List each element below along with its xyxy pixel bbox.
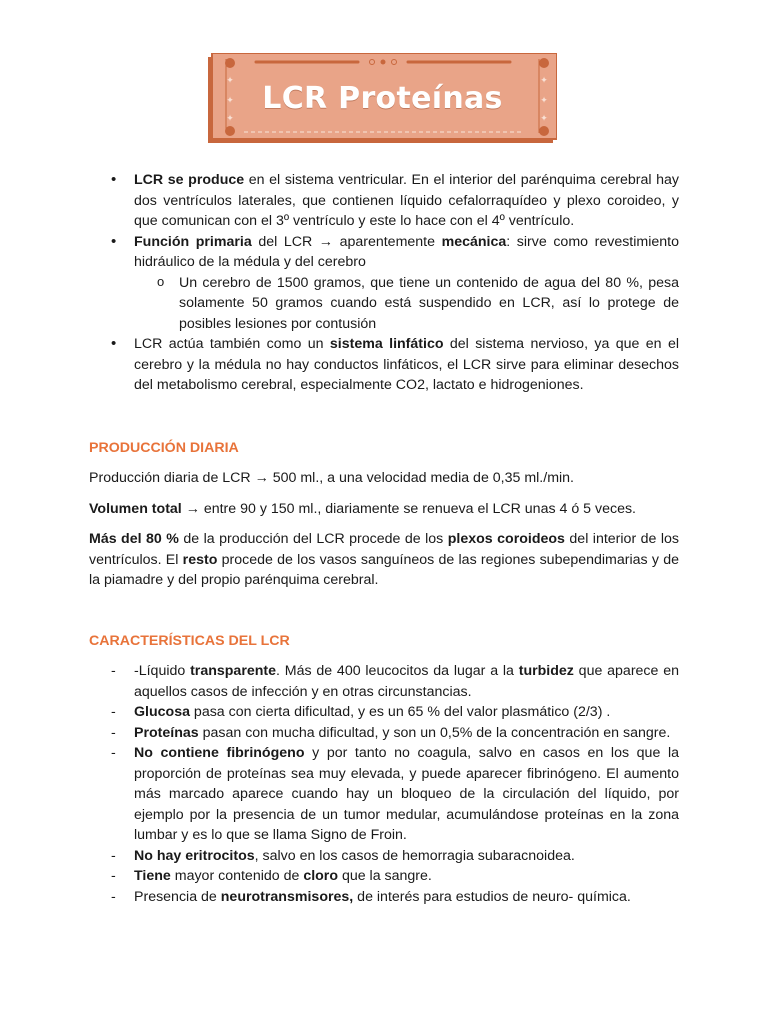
bold-term: LCR se produce — [134, 172, 245, 188]
bold-term: No hay eritrocitos — [134, 847, 255, 864]
bold-term: resto — [182, 551, 218, 568]
svg-text:✦: ✦ — [226, 113, 234, 123]
paragraph-text: de la producción del LCR procede de los — [178, 531, 448, 547]
item-text: LCR actúa también como un — [134, 336, 330, 352]
bold-term: neurotransmisores, — [220, 888, 354, 905]
paragraph-text: del interior de los ventrículos. El — [89, 531, 680, 568]
item-text: pasa con cierta dificultad, y es un 65 % del valor plasmático (2/3) . — [189, 704, 611, 720]
svg-text:✦: ✦ — [540, 75, 548, 85]
item-text: , salvo en los casos de hemorragia subaracnoidea. — [254, 847, 575, 864]
item-text: del sistema nervioso, ya que en el cerebro y la médula no hay conductos linfáticos, el LCR sirve para eliminar desechos del metabolismo cerebral, especialmente CO2, lactato e hidrogeniones. — [134, 336, 679, 393]
item-text: -Líquido — [134, 663, 191, 679]
paragraph: Producción diaria de LCR → 500 ml., a una velocidad media de 0,35 ml./min. — [89, 470, 574, 486]
item-text: : sirve como revestimiento hidráulico de la médula y del cerebro — [134, 233, 679, 270]
bold-term: Tiene — [134, 868, 171, 884]
paragraph — [89, 499, 679, 520]
paragraph — [89, 529, 679, 591]
bold-term: turbidez — [518, 663, 574, 679]
item-text: en el sistema ventricular. En el interior del parénquima cerebral hay dos ventrículos laterales, que contienen líquido cefalorraquídeo y plexo coroideo, y que comunican con el 3º ventrículo y este lo hace con el 4º ventrículo. — [134, 172, 679, 229]
sub-list-item: o Un cerebro de 1500 gramos, que tiene un contenido de agua del 80 %, pesa solamente 50 gramos cuando está suspendido en LCR, así lo protege de posibles lesiones por contusión — [89, 273, 679, 335]
paragraph-text: procede de los vasos sanguíneos de las regiones subependimarias y de la piamadre y del propio parénquima cerebral. — [89, 551, 680, 588]
item-text: que aparece en aquellos casos de infección y en otras circunstancias. — [134, 663, 679, 700]
list-item — [89, 743, 679, 846]
item-text: del LCR → aparentemente — [251, 233, 442, 250]
page-title: LCR Proteínas — [262, 80, 503, 116]
list-item — [89, 866, 679, 887]
section-heading-produccion: PRODUCCIÓN DIARIA — [89, 439, 239, 456]
svg-text:✦: ✦ — [540, 113, 548, 123]
characteristics-list — [89, 661, 679, 907]
bold-term: cloro — [303, 868, 338, 884]
item-text: que la sangre. — [338, 868, 432, 884]
list-item — [89, 661, 679, 702]
section-heading-caracteristicas: CARACTERÍSTICAS DEL LCR — [89, 632, 290, 649]
item-text: mayor contenido de — [170, 868, 304, 884]
svg-text:✦: ✦ — [226, 75, 234, 85]
list-item — [89, 702, 679, 723]
bold-term: mecánica — [441, 233, 507, 250]
item-text: y por tanto no coagula, salvo en casos en los que la proporción de proteínas sea muy elevada, y puede aparecer fibrinógeno. El aumento más marcado aparece cuando hay un bloqueo de la circulación del líquido, por ejemplo por la presencia de un tumor medular, acumulándose proteínas en la zona lumbar y es lo que se llama Signo de Froin. — [134, 745, 679, 843]
paragraph-text: → entre 90 y 150 ml., diariamente se renueva el LCR unas 4 ó 5 veces. — [181, 500, 636, 517]
bold-term: Volumen total — [89, 500, 182, 517]
intro-list — [89, 170, 679, 396]
title-banner — [208, 53, 557, 143]
list-item — [89, 846, 679, 867]
sub-list — [89, 273, 679, 335]
list-item — [89, 232, 679, 335]
bold-term: sistema linfático — [329, 336, 444, 352]
document-body — [89, 170, 679, 907]
bold-term: Proteínas — [134, 724, 199, 741]
bold-term: Más del 80 % — [89, 531, 179, 547]
svg-text:✦: ✦ — [226, 95, 234, 105]
item-text: de interés para estudios de neuro- química. — [353, 888, 631, 905]
list-item — [89, 887, 679, 908]
bold-term: Función primaria — [134, 233, 252, 250]
bold-term: No contiene fibrinógeno — [134, 745, 305, 761]
bold-term: Glucosa — [134, 704, 190, 720]
bold-term: plexos coroideos — [447, 531, 565, 547]
item-text: Presencia de — [134, 888, 221, 905]
list-item — [89, 170, 679, 232]
item-text: pasan con mucha dificultad, y son un 0,5% de la concentración en sangre. — [198, 724, 671, 741]
list-item — [89, 723, 679, 744]
item-text: . Más de 400 leucocitos da lugar a la — [276, 663, 519, 679]
list-item — [89, 334, 679, 396]
bold-term: transparente — [190, 663, 277, 679]
svg-text:✦: ✦ — [540, 95, 548, 105]
